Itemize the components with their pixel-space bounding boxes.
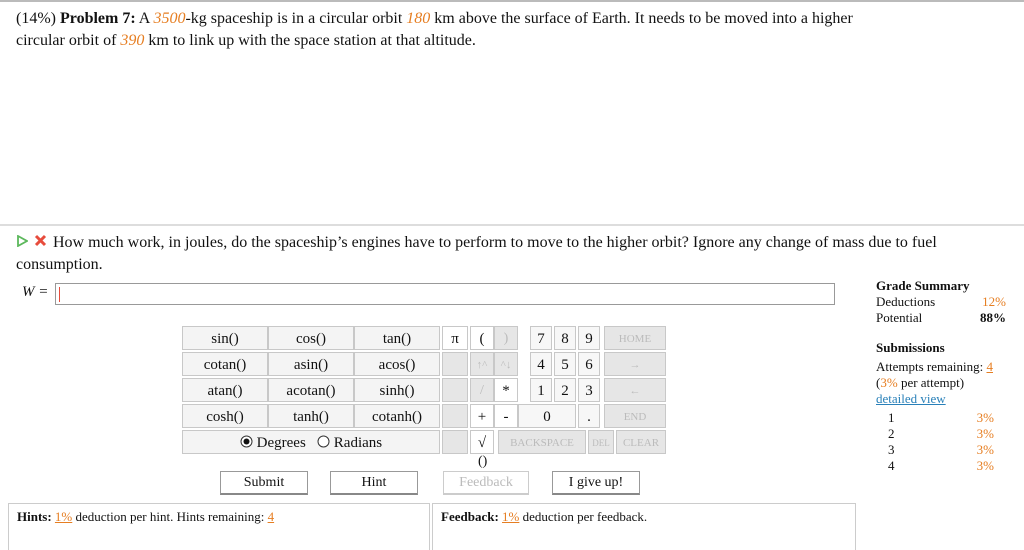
hints-panel [8, 503, 430, 550]
close-icon[interactable] [34, 232, 47, 254]
key-slash[interactable]: / [470, 378, 494, 402]
key-acos[interactable]: acos() [354, 352, 440, 376]
feedback-pct: 1% [502, 509, 520, 524]
key-lparen[interactable]: ( [470, 326, 494, 350]
key-asin[interactable]: asin() [268, 352, 354, 376]
grade-title: Grade Summary [876, 278, 970, 293]
mass-value: 3500 [153, 10, 186, 27]
key-4[interactable]: 4 [530, 352, 552, 376]
key-star[interactable]: * [494, 378, 518, 402]
problem-percent: (14%) [16, 10, 56, 27]
feedback-text: deduction per feedback. [522, 509, 648, 524]
key-cotanh[interactable]: cotanh() [354, 404, 440, 428]
key-end[interactable]: END [604, 404, 666, 428]
answer-input[interactable] [55, 283, 835, 305]
question-text: How much work, in joules, do the spaceship’s engines have to perform to move to the higher orbit? Ignore any change of mass due to fuel consumption. [16, 234, 937, 274]
key-clear[interactable]: CLEAR [616, 430, 666, 454]
submission-num: 4 [888, 458, 895, 473]
submission-pct: 3% [976, 426, 994, 441]
key-tan[interactable]: tan() [354, 326, 440, 350]
key-9[interactable]: 9 [578, 326, 600, 350]
key-sqrt[interactable]: √ [470, 430, 494, 454]
key-cotan[interactable]: cotan() [182, 352, 268, 376]
key-blank [442, 352, 468, 376]
per-attempt-pct: 3% [880, 375, 898, 390]
submission-row [876, 410, 1006, 426]
key-1[interactable]: 1 [530, 378, 552, 402]
problem-text: circular orbit of [16, 32, 117, 49]
submission-num: 3 [888, 442, 895, 457]
key-upsub[interactable]: ^↓ [494, 352, 518, 376]
give-up-button[interactable]: I give up! [552, 471, 640, 495]
key-blank [442, 378, 468, 402]
key-3[interactable]: 3 [578, 378, 600, 402]
key-blank [442, 404, 468, 428]
key-cosh[interactable]: cosh() [182, 404, 268, 428]
key-acotan[interactable]: acotan() [268, 378, 354, 402]
key-5[interactable]: 5 [554, 352, 576, 376]
submission-pct: 3% [976, 410, 994, 425]
text-caret [59, 287, 60, 302]
key-2[interactable]: 2 [554, 378, 576, 402]
problem-text: km to link up with the space station at that altitude. [148, 32, 476, 49]
feedback-panel [432, 503, 856, 550]
submission-row [876, 426, 1006, 442]
key-home[interactable]: HOME [604, 326, 666, 350]
submission-row [876, 458, 1006, 474]
key-7[interactable]: 7 [530, 326, 552, 350]
submission-num: 1 [888, 410, 895, 425]
key-pi[interactable]: π [442, 326, 468, 350]
degrees-radio[interactable] [240, 435, 257, 451]
submission-pct: 3% [976, 458, 994, 473]
key-up[interactable]: ↑^ [470, 352, 494, 376]
top-border [0, 0, 1024, 2]
problem-text: A [138, 10, 150, 27]
hint-button[interactable]: Hint [330, 471, 418, 495]
problem-text: -kg spaceship is in a circular orbit [185, 10, 403, 27]
play-icon[interactable] [16, 232, 28, 254]
key-atan[interactable]: atan() [182, 378, 268, 402]
feedback-button[interactable]: Feedback [443, 471, 529, 495]
key-6[interactable]: 6 [578, 352, 600, 376]
key-del[interactable]: DEL [588, 430, 614, 454]
answer-label: W = [22, 284, 49, 300]
key-0[interactable]: 0 [518, 404, 576, 428]
key-left[interactable]: ← [604, 378, 666, 402]
submission-num: 2 [888, 426, 895, 441]
key-8[interactable]: 8 [554, 326, 576, 350]
problem-label: Problem 7: [59, 10, 136, 27]
submit-button[interactable]: Submit [220, 471, 308, 495]
attempts-value: 4 [986, 359, 993, 374]
submission-pct: 3% [976, 442, 994, 457]
key-dot[interactable]: . [578, 404, 600, 428]
altitude1-value: 180 [406, 10, 431, 27]
section-divider [0, 224, 1024, 226]
altitude2-value: 390 [120, 32, 145, 49]
hints-pct: 1% [54, 509, 73, 524]
angle-mode [182, 430, 440, 454]
paren-label: () [478, 454, 488, 469]
key-rparen[interactable]: ) [494, 326, 518, 350]
key-cos[interactable]: cos() [268, 326, 354, 350]
radians-radio[interactable] [317, 435, 334, 451]
potential-label: Potential [876, 310, 923, 325]
hints-remaining: 4 [267, 509, 275, 524]
key-sinh[interactable]: sinh() [354, 378, 440, 402]
grade-summary: Grade Summary Deductions 12% Potential 88% Submissions Attempts remaining: 4 (3% per attempt) detailed view 1 3% 2 3% 3 3% 4 3% [876, 278, 1006, 473]
hints-label: Hints: [17, 509, 52, 524]
question [16, 232, 1011, 276]
submissions-title: Submissions [876, 340, 945, 355]
key-minus[interactable]: - [494, 404, 518, 428]
key-tanh[interactable]: tanh() [268, 404, 354, 428]
problem-statement [16, 8, 1006, 52]
deductions-label: Deductions [876, 294, 936, 309]
problem-text: km above the surface of Earth. It needs to be moved into a higher [434, 10, 853, 27]
radians-label: Radians [333, 435, 383, 451]
feedback-label: Feedback: [441, 509, 499, 524]
key-blank [442, 430, 468, 454]
detailed-view-link[interactable]: detailed view [876, 391, 946, 406]
submission-row [876, 442, 1006, 458]
per-attempt-text: per attempt) [900, 375, 965, 390]
key-backspace[interactable]: BACKSPACE [498, 430, 586, 454]
deductions-value: 12% [982, 294, 1006, 309]
key-plus[interactable]: + [470, 404, 494, 428]
potential-value: 88% [980, 310, 1006, 325]
hints-text: deduction per hint. Hints remaining: [75, 509, 265, 524]
key-right[interactable]: → [604, 352, 666, 376]
attempts-label: Attempts remaining: [876, 359, 984, 374]
key-sin[interactable]: sin() [182, 326, 268, 350]
degrees-label: Degrees [256, 435, 306, 451]
